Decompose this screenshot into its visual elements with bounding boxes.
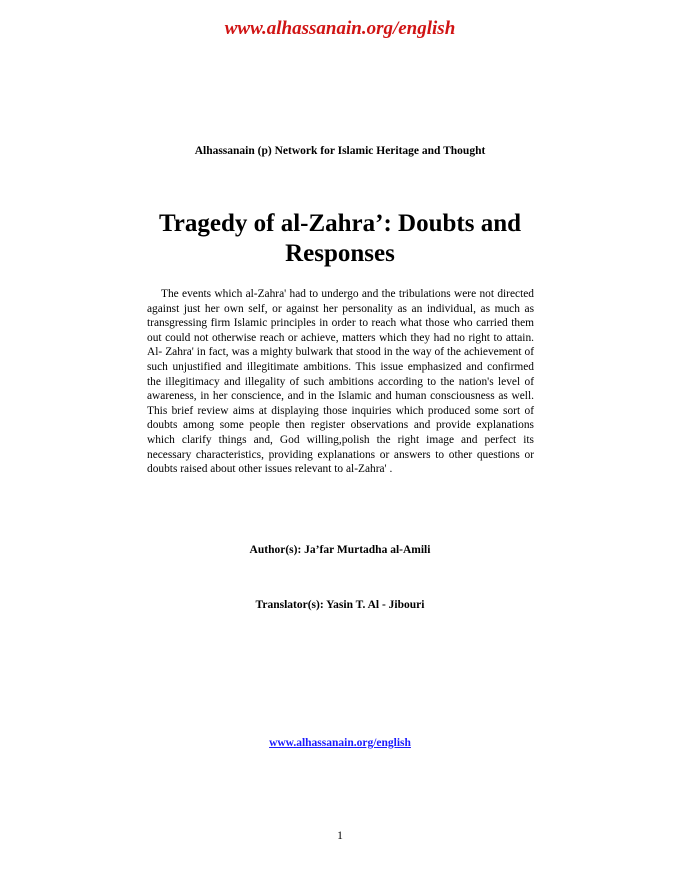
page-number: 1 [337,830,343,842]
book-abstract: The events which al-Zahra' had to undergo and the tribulations were not directed against just her own self, or against her personality as an individual, as much as transgressing firm Islamic principles in order to reach what those who carried them out could not otherwise reach or achieve, matters which they had no right to attain. Al- Zahra' in fact, was a mighty bulwark that stood in the way of the achievement of such unjustified and illegitimate ambitions. This issue emphasized and confirmed the illegitimacy and illegality of such ambitions according to the nation's level of awareness, in her conscience, and in the Islamic and human consciousness as well. This brief review aims at displaying those inquiries which produced some sort of doubts among some people then register observations and provide explanations which clarify things and, God willing,polish the right image and perfect its necessary characteristics, providing explanations or answers to other questions or doubts raised about other issues relevant to al-Zahra' . [147,288,534,476]
footer-website-link[interactable]: www.alhassanain.org/english [269,737,411,749]
footer [0,733,680,751]
site-header-link[interactable]: www.alhassanain.org/english [224,18,456,39]
book-title: Tragedy of al-Zahra’: Doubts and Responses [158,210,522,267]
translator-line: Translator(s): Yasin T. Al - Jibouri [255,599,425,611]
network-name: Alhassanain (p) Network for Islamic Heritage and Thought [194,145,486,157]
author-line: Author(s): Ja’far Murtadha al-Amili [249,544,431,556]
